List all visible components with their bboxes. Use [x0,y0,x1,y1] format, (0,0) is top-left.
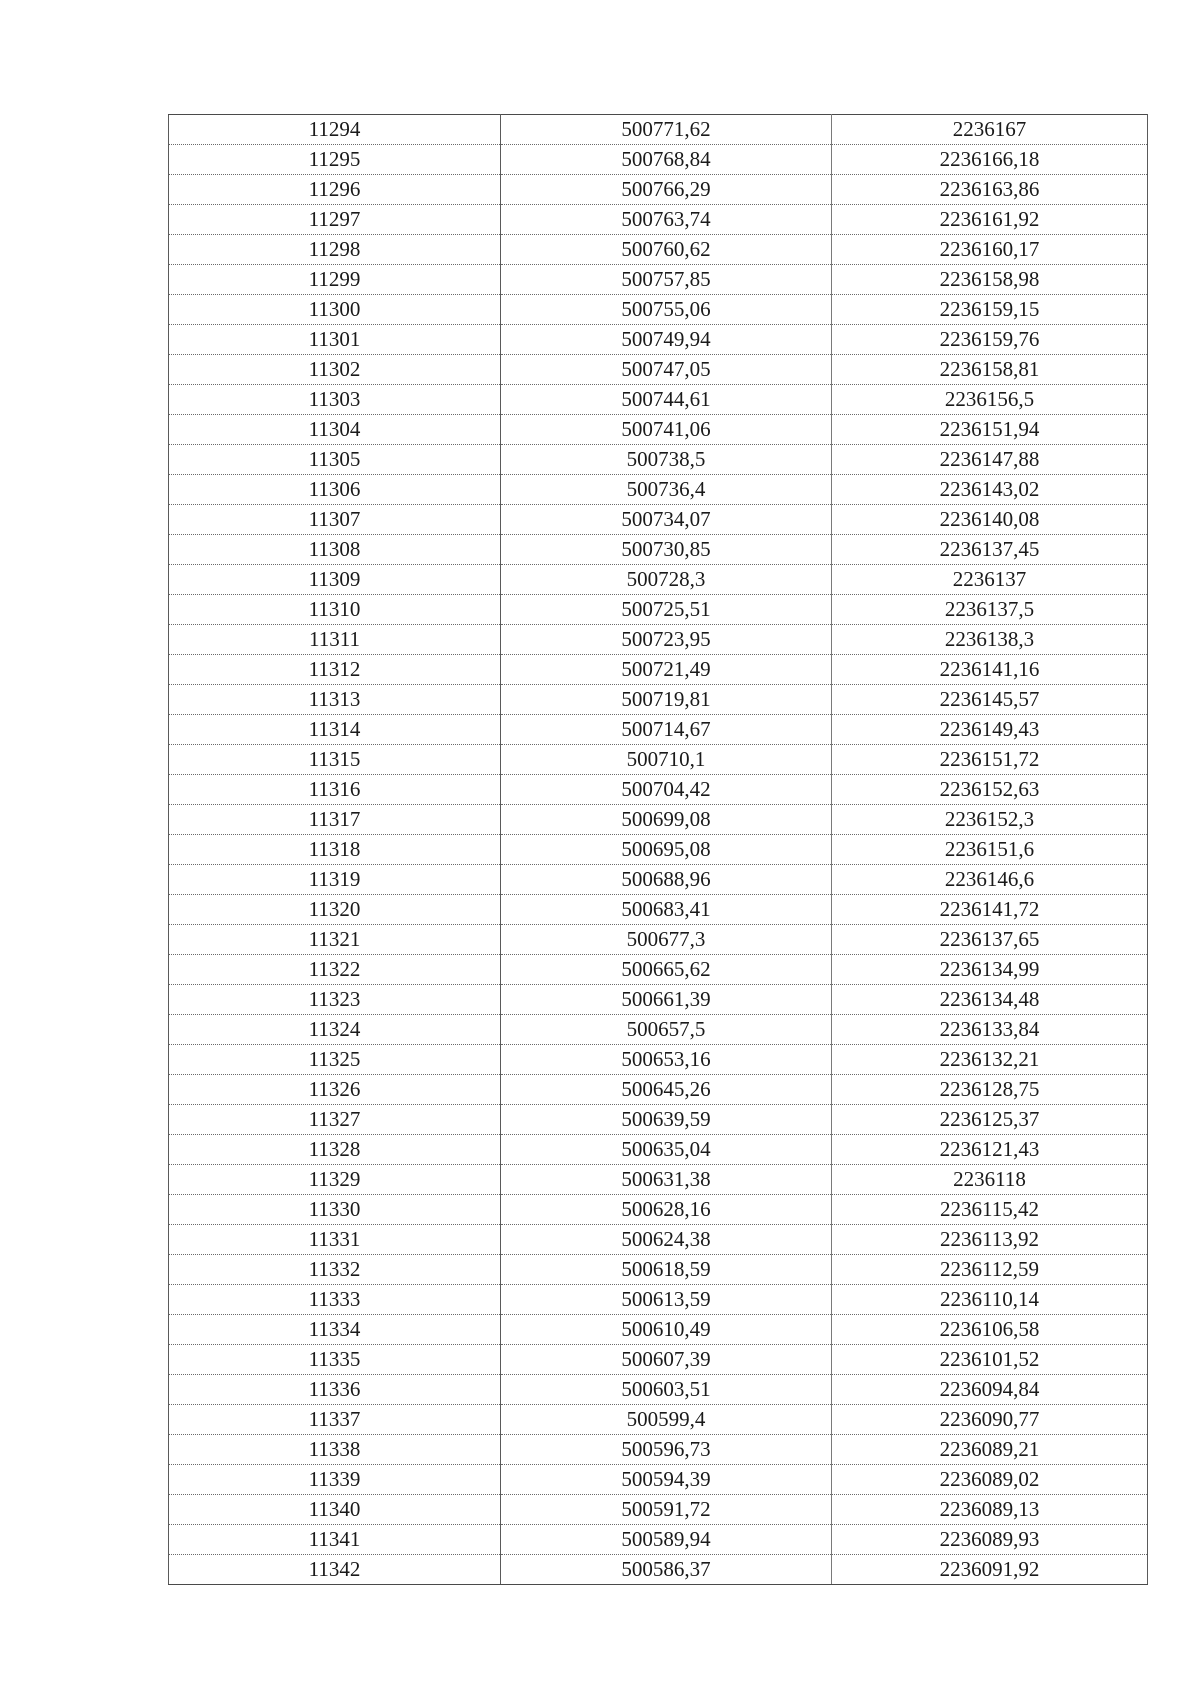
y-coordinate-cell: 2236137,45 [832,535,1148,565]
point-number-cell: 11312 [169,655,501,685]
x-coordinate-cell: 500730,85 [501,535,832,565]
table-row [169,865,1148,895]
table-row [169,1225,1148,1255]
point-number-cell: 11300 [169,295,501,325]
point-number-cell: 11299 [169,265,501,295]
point-number-cell: 11340 [169,1495,501,1525]
table-row [169,1255,1148,1285]
table-row [169,115,1148,145]
x-coordinate-cell: 500599,4 [501,1405,832,1435]
y-coordinate-cell: 2236094,84 [832,1375,1148,1405]
y-coordinate-cell: 2236137,5 [832,595,1148,625]
y-coordinate-cell: 2236159,76 [832,325,1148,355]
y-coordinate-cell: 2236137,65 [832,925,1148,955]
point-number-cell: 11331 [169,1225,501,1255]
point-number-cell: 11324 [169,1015,501,1045]
x-coordinate-cell: 500755,06 [501,295,832,325]
point-number-cell: 11295 [169,145,501,175]
y-coordinate-cell: 2236134,48 [832,985,1148,1015]
point-number-cell: 11301 [169,325,501,355]
x-coordinate-cell: 500677,3 [501,925,832,955]
point-number-cell: 11294 [169,115,501,145]
y-coordinate-cell: 2236147,88 [832,445,1148,475]
table-row [169,1345,1148,1375]
table-row [169,385,1148,415]
x-coordinate-cell: 500771,62 [501,115,832,145]
y-coordinate-cell: 2236106,58 [832,1315,1148,1345]
y-coordinate-cell: 2236141,72 [832,895,1148,925]
table-row [169,475,1148,505]
table-row [169,1525,1148,1555]
table-row [169,985,1148,1015]
table-row [169,505,1148,535]
table-row [169,955,1148,985]
table-row [169,295,1148,325]
x-coordinate-cell: 500760,62 [501,235,832,265]
point-number-cell: 11323 [169,985,501,1015]
table-row [169,205,1148,235]
y-coordinate-cell: 2236151,6 [832,835,1148,865]
table-row [169,1435,1148,1465]
y-coordinate-cell: 2236101,52 [832,1345,1148,1375]
point-number-cell: 11311 [169,625,501,655]
point-number-cell: 11339 [169,1465,501,1495]
table-row [169,565,1148,595]
point-number-cell: 11314 [169,715,501,745]
table-row [169,1045,1148,1075]
y-coordinate-cell: 2236138,3 [832,625,1148,655]
table-row [169,1195,1148,1225]
table-row [169,175,1148,205]
point-number-cell: 11296 [169,175,501,205]
x-coordinate-cell: 500683,41 [501,895,832,925]
table-row [169,355,1148,385]
x-coordinate-cell: 500653,16 [501,1045,832,1075]
x-coordinate-cell: 500721,49 [501,655,832,685]
x-coordinate-cell: 500618,59 [501,1255,832,1285]
table-row [169,1135,1148,1165]
y-coordinate-cell: 2236145,57 [832,685,1148,715]
table-row [169,625,1148,655]
table-row [169,1015,1148,1045]
y-coordinate-cell: 2236115,42 [832,1195,1148,1225]
point-number-cell: 11298 [169,235,501,265]
table-row [169,415,1148,445]
point-number-cell: 11316 [169,775,501,805]
x-coordinate-cell: 500741,06 [501,415,832,445]
x-coordinate-cell: 500635,04 [501,1135,832,1165]
table-row [169,715,1148,745]
y-coordinate-cell: 2236160,17 [832,235,1148,265]
x-coordinate-cell: 500766,29 [501,175,832,205]
point-number-cell: 11309 [169,565,501,595]
table-row [169,1285,1148,1315]
point-number-cell: 11336 [169,1375,501,1405]
table-row [169,1075,1148,1105]
table-row [169,655,1148,685]
table-row [169,1165,1148,1195]
y-coordinate-cell: 2236118 [832,1165,1148,1195]
point-number-cell: 11335 [169,1345,501,1375]
y-coordinate-cell: 2236137 [832,565,1148,595]
y-coordinate-cell: 2236140,08 [832,505,1148,535]
x-coordinate-cell: 500747,05 [501,355,832,385]
y-coordinate-cell: 2236152,3 [832,805,1148,835]
point-number-cell: 11329 [169,1165,501,1195]
x-coordinate-cell: 500728,3 [501,565,832,595]
y-coordinate-cell: 2236151,72 [832,745,1148,775]
y-coordinate-cell: 2236158,98 [832,265,1148,295]
table-row [169,445,1148,475]
y-coordinate-cell: 2236128,75 [832,1075,1148,1105]
table-row [169,685,1148,715]
point-number-cell: 11322 [169,955,501,985]
table-row [169,1315,1148,1345]
point-number-cell: 11320 [169,895,501,925]
coordinates-table-body [169,115,1148,1585]
point-number-cell: 11328 [169,1135,501,1165]
point-number-cell: 11332 [169,1255,501,1285]
y-coordinate-cell: 2236089,13 [832,1495,1148,1525]
x-coordinate-cell: 500661,39 [501,985,832,1015]
point-number-cell: 11326 [169,1075,501,1105]
point-number-cell: 11319 [169,865,501,895]
y-coordinate-cell: 2236158,81 [832,355,1148,385]
table-row [169,535,1148,565]
x-coordinate-cell: 500624,38 [501,1225,832,1255]
y-coordinate-cell: 2236112,59 [832,1255,1148,1285]
x-coordinate-cell: 500699,08 [501,805,832,835]
point-number-cell: 11315 [169,745,501,775]
y-coordinate-cell: 2236134,99 [832,955,1148,985]
point-number-cell: 11318 [169,835,501,865]
table-row [169,805,1148,835]
y-coordinate-cell: 2236146,6 [832,865,1148,895]
table-row [169,595,1148,625]
x-coordinate-cell: 500710,1 [501,745,832,775]
y-coordinate-cell: 2236091,92 [832,1555,1148,1585]
x-coordinate-cell: 500744,61 [501,385,832,415]
table-row [169,1105,1148,1135]
y-coordinate-cell: 2236161,92 [832,205,1148,235]
x-coordinate-cell: 500596,73 [501,1435,832,1465]
point-number-cell: 11330 [169,1195,501,1225]
x-coordinate-cell: 500613,59 [501,1285,832,1315]
point-number-cell: 11333 [169,1285,501,1315]
y-coordinate-cell: 2236167 [832,115,1148,145]
x-coordinate-cell: 500768,84 [501,145,832,175]
point-number-cell: 11308 [169,535,501,565]
point-number-cell: 11341 [169,1525,501,1555]
y-coordinate-cell: 2236163,86 [832,175,1148,205]
y-coordinate-cell: 2236152,63 [832,775,1148,805]
y-coordinate-cell: 2236089,02 [832,1465,1148,1495]
y-coordinate-cell: 2236143,02 [832,475,1148,505]
table-row [169,835,1148,865]
y-coordinate-cell: 2236156,5 [832,385,1148,415]
point-number-cell: 11307 [169,505,501,535]
y-coordinate-cell: 2236125,37 [832,1105,1148,1135]
table-row [169,145,1148,175]
x-coordinate-cell: 500607,39 [501,1345,832,1375]
x-coordinate-cell: 500688,96 [501,865,832,895]
y-coordinate-cell: 2236113,92 [832,1225,1148,1255]
point-number-cell: 11304 [169,415,501,445]
table-row [169,235,1148,265]
point-number-cell: 11317 [169,805,501,835]
table-row [169,895,1148,925]
x-coordinate-cell: 500631,38 [501,1165,832,1195]
x-coordinate-cell: 500628,16 [501,1195,832,1225]
table-row [169,925,1148,955]
y-coordinate-cell: 2236141,16 [832,655,1148,685]
x-coordinate-cell: 500591,72 [501,1495,832,1525]
point-number-cell: 11334 [169,1315,501,1345]
x-coordinate-cell: 500603,51 [501,1375,832,1405]
y-coordinate-cell: 2236110,14 [832,1285,1148,1315]
point-number-cell: 11303 [169,385,501,415]
x-coordinate-cell: 500714,67 [501,715,832,745]
y-coordinate-cell: 2236151,94 [832,415,1148,445]
x-coordinate-cell: 500763,74 [501,205,832,235]
x-coordinate-cell: 500586,37 [501,1555,832,1585]
y-coordinate-cell: 2236132,21 [832,1045,1148,1075]
point-number-cell: 11327 [169,1105,501,1135]
y-coordinate-cell: 2236166,18 [832,145,1148,175]
y-coordinate-cell: 2236090,77 [832,1405,1148,1435]
table-row [169,1375,1148,1405]
point-number-cell: 11337 [169,1405,501,1435]
x-coordinate-cell: 500665,62 [501,955,832,985]
x-coordinate-cell: 500610,49 [501,1315,832,1345]
x-coordinate-cell: 500639,59 [501,1105,832,1135]
x-coordinate-cell: 500749,94 [501,325,832,355]
x-coordinate-cell: 500734,07 [501,505,832,535]
x-coordinate-cell: 500738,5 [501,445,832,475]
table-row [169,1465,1148,1495]
x-coordinate-cell: 500695,08 [501,835,832,865]
point-number-cell: 11321 [169,925,501,955]
table-row [169,1555,1148,1585]
point-number-cell: 11313 [169,685,501,715]
y-coordinate-cell: 2236133,84 [832,1015,1148,1045]
point-number-cell: 11338 [169,1435,501,1465]
table-row [169,1405,1148,1435]
x-coordinate-cell: 500657,5 [501,1015,832,1045]
table-row [169,325,1148,355]
x-coordinate-cell: 500704,42 [501,775,832,805]
x-coordinate-cell: 500594,39 [501,1465,832,1495]
x-coordinate-cell: 500736,4 [501,475,832,505]
table-row [169,745,1148,775]
y-coordinate-cell: 2236149,43 [832,715,1148,745]
table-row [169,775,1148,805]
y-coordinate-cell: 2236159,15 [832,295,1148,325]
x-coordinate-cell: 500723,95 [501,625,832,655]
x-coordinate-cell: 500645,26 [501,1075,832,1105]
point-number-cell: 11297 [169,205,501,235]
point-number-cell: 11302 [169,355,501,385]
point-number-cell: 11306 [169,475,501,505]
y-coordinate-cell: 2236089,93 [832,1525,1148,1555]
x-coordinate-cell: 500719,81 [501,685,832,715]
coordinates-table [168,114,1148,1585]
point-number-cell: 11305 [169,445,501,475]
table-row [169,1495,1148,1525]
x-coordinate-cell: 500589,94 [501,1525,832,1555]
x-coordinate-cell: 500725,51 [501,595,832,625]
point-number-cell: 11310 [169,595,501,625]
y-coordinate-cell: 2236121,43 [832,1135,1148,1165]
y-coordinate-cell: 2236089,21 [832,1435,1148,1465]
point-number-cell: 11342 [169,1555,501,1585]
x-coordinate-cell: 500757,85 [501,265,832,295]
point-number-cell: 11325 [169,1045,501,1075]
table-row [169,265,1148,295]
